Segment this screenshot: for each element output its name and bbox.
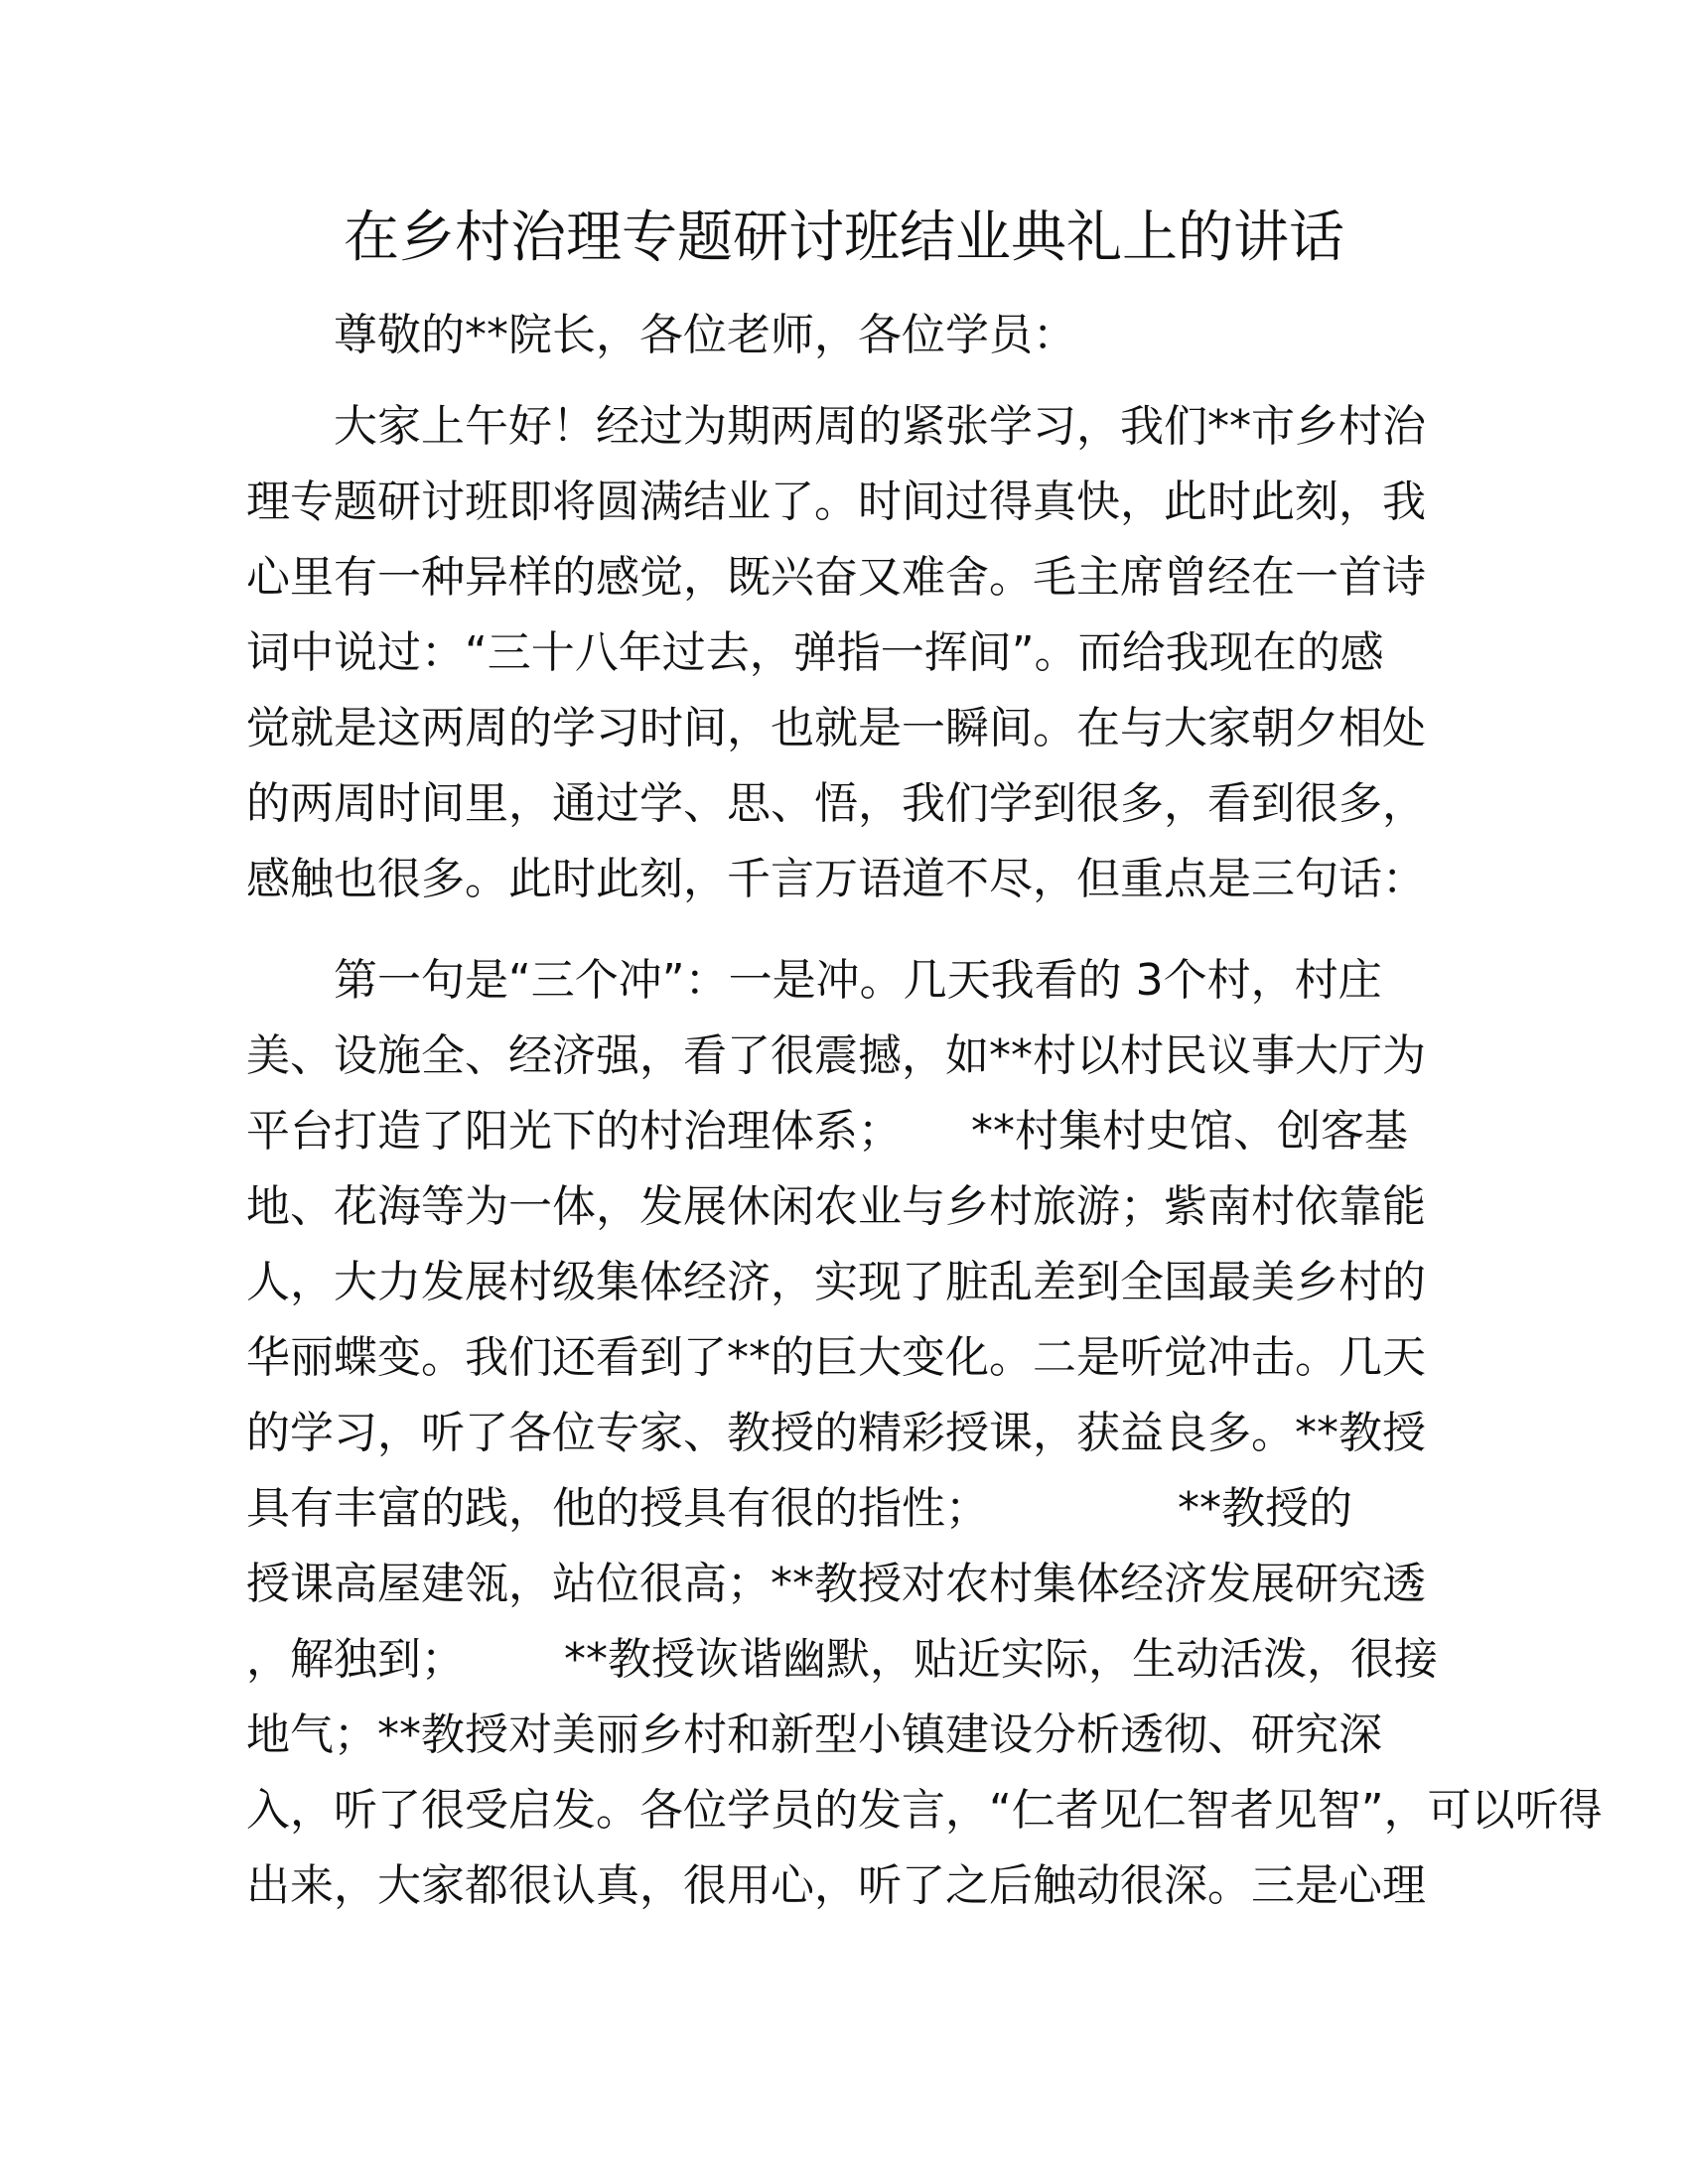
paragraph-1-line-7: 感触也很多。此时此刻，千言万语道不尽，但重点是三句话： [246,854,1426,904]
paragraph-1-line-5: 觉就是这两周的学习时间，也就是一瞬间。在与大家朝夕相处 [246,703,1426,753]
paragraph-2-line-8-part-2: **教授的 [1178,1483,1352,1534]
paragraph-2-line-10 [246,1630,1438,1690]
paragraph-2-line-11: 地气；**教授对美丽乡村和新型小镇建设分析透彻、研究深 [246,1709,1382,1760]
paragraph-2-line-6: 华丽蝶变。我们还看到了**的巨大变化。二是听觉冲击。几天 [246,1332,1426,1383]
paragraph-2-line-10-part-2: **教授诙谐幽默，贴近实际，生动活泼，很接 [564,1634,1438,1685]
paragraph-2-line-13: 出来，大家都很认真，很用心，听了之后触动很深。三是心理 [246,1860,1426,1911]
document-title: 在乡村治理专题研讨班结业典礼上的讲话 [344,205,1344,270]
paragraph-1-line-6: 的两周时间里，通过学、思、悟，我们学到很多，看到很多， [246,778,1426,829]
paragraph-1-line-3: 心里有一种异样的感觉，既兴奋又难舍。毛主席曾经在一首诗 [246,552,1426,603]
paragraph-2-line-9: 授课高屋建瓴，站位很高；**教授对农村集体经济发展研究透 [246,1559,1426,1609]
paragraph-2-line-3-part-2: **村集村史馆、创客基 [971,1106,1408,1157]
paragraph-1-line-1: 大家上午好！经过为期两周的紧张学习，我们**市乡村治 [334,401,1426,452]
paragraph-2-line-3 [246,1102,1408,1161]
paragraph-1-line-2: 理专题研讨班即将圆满结业了。时间过得真快，此时此刻，我 [246,477,1426,527]
paragraph-2-line-10-part-1: ，解独到； [246,1634,465,1685]
paragraph-1-line-4: 词中说过：“三十八年过去，弹指一挥间”。而给我现在的感 [246,627,1384,678]
paragraph-2-line-8-part-1: 具有丰富的践，他的授具有很的指性； [246,1483,989,1534]
salutation: 尊敬的**院长，各位老师，各位学员： [334,310,1076,360]
paragraph-2-line-5: 人，大力发展村级集体经济，实现了脏乱差到全国最美乡村的 [246,1257,1426,1307]
paragraph-2-line-8 [246,1479,1352,1539]
paragraph-2-line-2: 美、设施全、经济强，看了很震撼，如**村以村民议事大厅为 [246,1030,1426,1081]
paragraph-2-line-1: 第一句是“三个冲”：一是冲。几天我看的 3个村，村庄 [334,955,1382,1006]
paragraph-2-line-7: 的学习，听了各位专家、教授的精彩授课，获益良多。**教授 [246,1408,1426,1458]
paragraph-2-line-12: 入，听了很受启发。各位学员的发言，“仁者见仁智者见智”，可以听得 [246,1785,1603,1836]
paragraph-2-line-3-part-1: 平台打造了阳光下的村治理体系； [246,1106,902,1157]
paragraph-2-line-4: 地、花海等为一体，发展休闲农业与乡村旅游；紫南村依靠能 [246,1181,1426,1232]
